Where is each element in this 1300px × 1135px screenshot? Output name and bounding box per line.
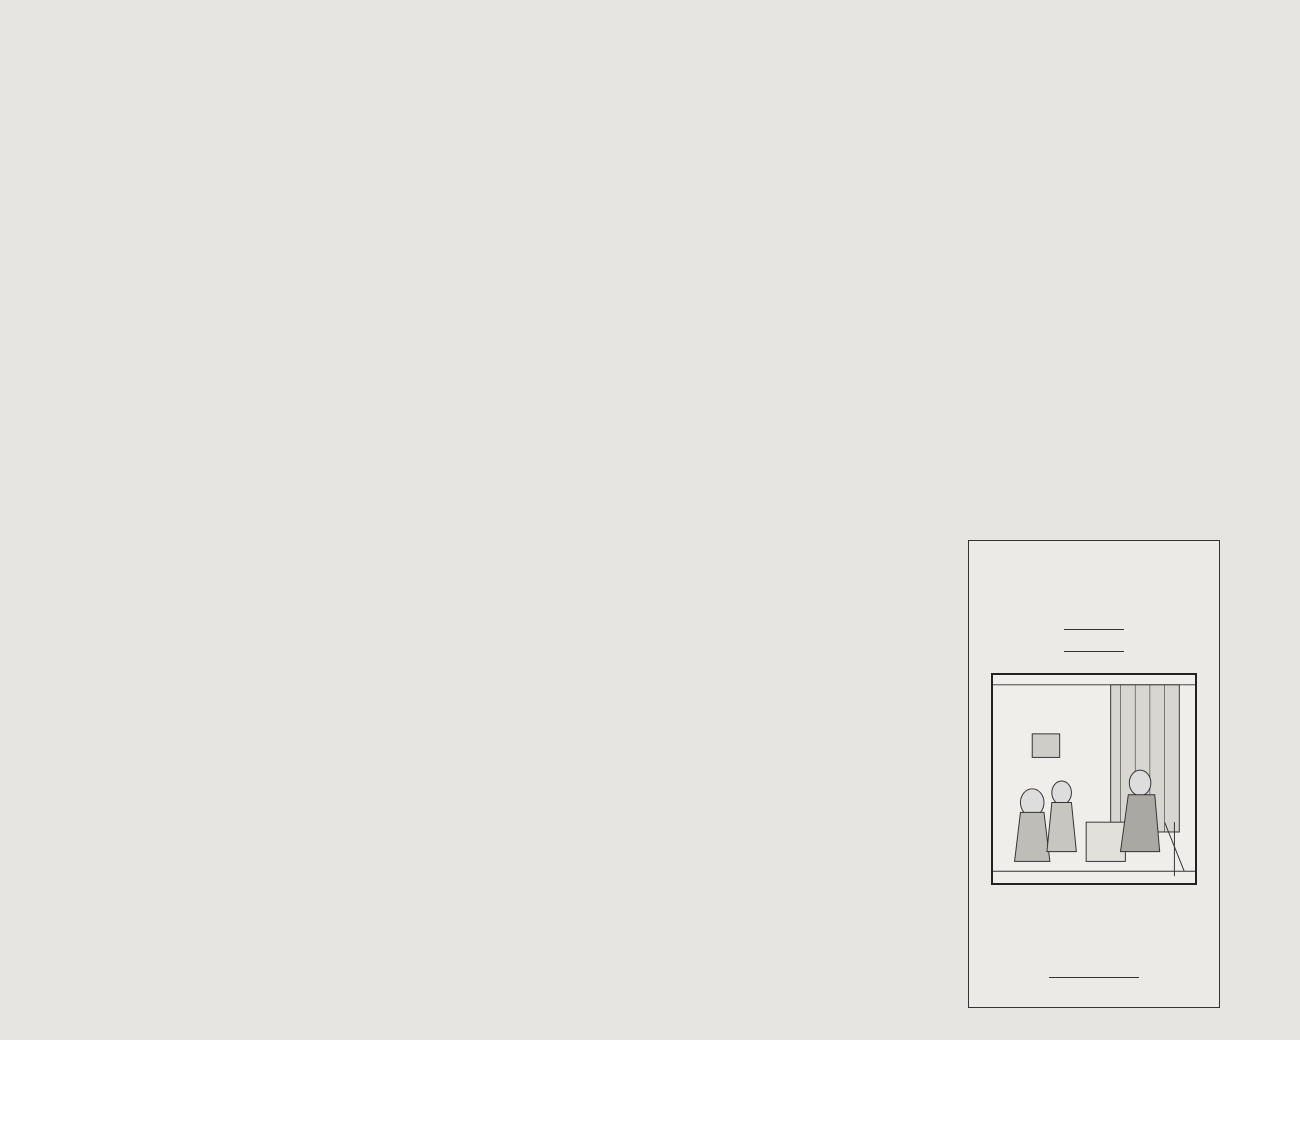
stock-footer — [0, 1040, 1300, 1135]
separator — [1064, 629, 1124, 630]
title-panel — [968, 540, 1220, 1008]
separator — [1064, 651, 1124, 652]
school-woodcut — [991, 673, 1197, 885]
separator — [1049, 977, 1139, 978]
